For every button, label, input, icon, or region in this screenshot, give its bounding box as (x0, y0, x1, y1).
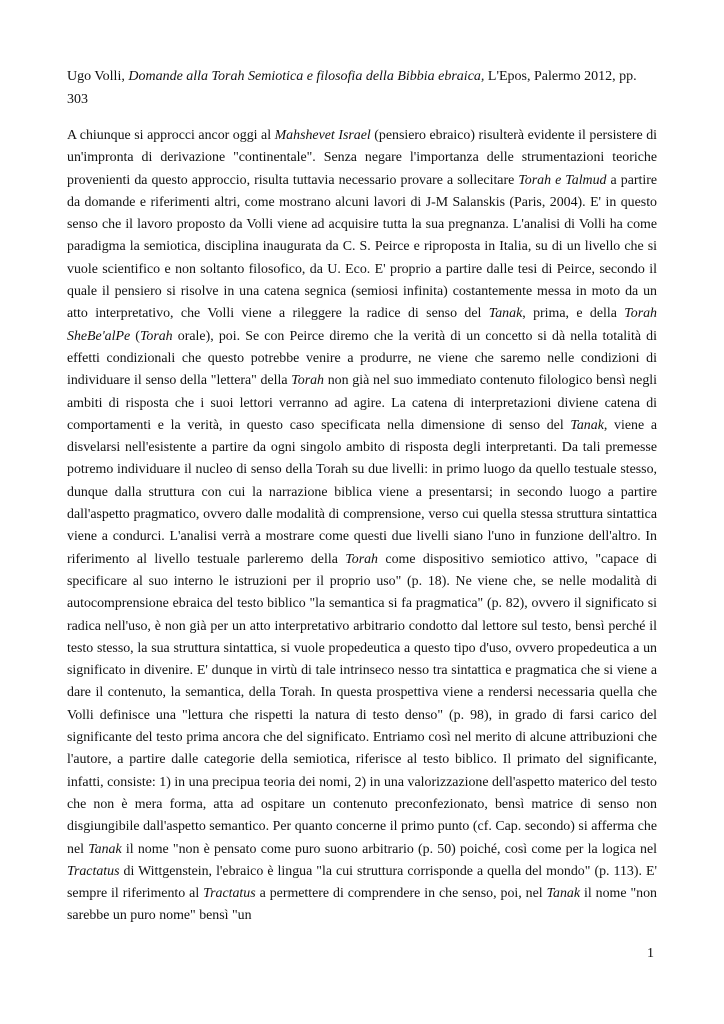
body-text: il nome "non sarebbe un puro nome" bensì "un (67, 886, 657, 924)
body-text: come dispositivo semiotico attivo, "capace di specificare al suo interno le istruzioni per il proprio uso" (p. 18). Ne viene che, se nelle modalità di autocomprensione ebraica del testo biblico "la semantica si fa pragmatica" (p. 82), ovvero il significato si radica nell'uso, è non già per un atto interpretativo arbitrario condotto dal lettore sul testo, bensì perché il testo stesso, la sua struttura sintattica, si vuole propedeutica a questo tipo d'uso, ovvero propedeutica a un significato in divenire. E' dunque in virtù di tale intrinseco nesso tra sintattica e pragmatica che si viene a dare il contenuto, la semantica, della Torah. In questa prospettiva viene a rendersi necessaria quella che Volli definisce una "lettura che rispetti la natura di testo denso" (p. 98), in grado di farsi carico del significante del testo prima ancora che del significato. Entriamo così nel merito di alcune attribuzioni che l'autore, a partire dalle categorie della semiotica, riferisce al testo biblico. Il primato del significante, infatti, consiste: 1) in una precipua teoria dei nomi, 2) in una valorizzazione dell'aspetto materico del testo che non è mera forma, atta ad ospitare un contenuto preconfezionato, bensì matrice di senso non disgiungibile dall'aspetto semantico. Per quanto concerne il primo punto (cf. Cap. secondo) si afferma che nel (67, 551, 657, 857)
body-italic: Tractatus (67, 863, 120, 879)
body-text: orale), poi. Se con Peirce diremo che la verità di un concetto si dà nella totalità di effetti condizionali che questo potrebbe venire a produrre, ne viene che saremo nelle condizioni di individuare il senso della "lettera" della (67, 328, 657, 389)
body-italic: Tanak (488, 306, 523, 322)
body-text: non già nel suo immediato contenuto filologico bensì negli ambiti di risposta che i suoi lettori verranno ad agire. La catena di interpretazioni diviene catena di comportamenti e la verità, in questo caso specificata nella dimensione di senso del (67, 373, 657, 433)
body-italic: Tanak (570, 417, 604, 433)
body-italic: Mahshevet Israel (274, 128, 371, 143)
body-italic: Torah e Talmud (518, 172, 607, 188)
body-italic: Torah SheBe'alPe (67, 306, 657, 344)
body-text: a partire da domande e riferimenti altri, come mostrano alcuni lavori di J-M Salanskis (Paris, 2004). E' in questo senso che il lavoro proposto da Volli viene ad acquisire tutta la sua pregnanza. L'analisi di Volli ha come paradigma la semiotica, disciplina inaugurata da C. S. Peirce e riproposta in Italia, su di un livello che si vuole scientifico e non soltanto filosofico, da U. Eco. E' proprio a partire dalle tesi di Peirce, secondo il quale il pensiero si risolve in una catena segnica (semiosi infinita) costantemente messa in moto da un atto interpretativo, che Volli viene a rileggere la radice di senso del (67, 172, 658, 322)
body-text: A chiunque si approcci ancor oggi al (67, 128, 275, 143)
header-publisher: L'Epos, Palermo 2012, pp. 303 (67, 69, 637, 107)
body-text: , prima, e della (522, 306, 625, 322)
header-author: Ugo Volli, (67, 69, 129, 84)
body-text: (pensiero ebraico) risulterà evidente il persistere di un'impronta di derivazione "continentale". Senza negare l'importanza delle strumentazioni teoriche provenienti da questo approccio, risulta tuttavia necessario provare a sollecitare (67, 128, 657, 188)
body-text: il nome "non è pensato come puro suono arbitrario (p. 50) poiché, così come per la logica nel (121, 841, 657, 857)
page-number: 1 (647, 946, 654, 961)
body-text: , viene a disvelarsi nell'esistente a partire da ogni singolo ambito di risposta degli interpretanti. Da tali premesse potremo individuare il nucleo di senso della Torah su due livelli: in primo luogo da quello testuale stesso, dunque dalla struttura con cui la narrazione biblica viene a presentarsi; in secondo luogo a partire dall'aspetto pragmatico, ovvero dalle modalità di comprensione, verso cui quella stessa struttura sintattica viene a condurci. L'analisi verrà a mostrare come questi due livelli siano l'uno in funzione dell'altro. In riferimento al livello testuale parleremo della (67, 417, 657, 567)
document-page (67, 65, 657, 928)
header-book-title: Domande alla Torah Semiotica e filosofia della Bibbia ebraica, (128, 69, 485, 84)
body-italic: Torah (291, 373, 324, 389)
review-header (67, 65, 657, 111)
body-italic: Torah (139, 328, 173, 344)
body-italic: Tanak (88, 841, 122, 857)
body-italic: Torah (345, 551, 378, 567)
body-italic: Tractatus (203, 886, 256, 902)
body-italic: Tanak (546, 886, 581, 902)
review-body (67, 125, 657, 928)
body-text: ( (130, 328, 140, 344)
body-text: a permettere di comprendere in che senso, poi, nel (255, 886, 547, 902)
body-text: di Wittgenstein, l'ebraico è lingua "la cui struttura corrisponde a quella del mondo" (p. 113). E' sempre il riferimento al (67, 863, 657, 902)
